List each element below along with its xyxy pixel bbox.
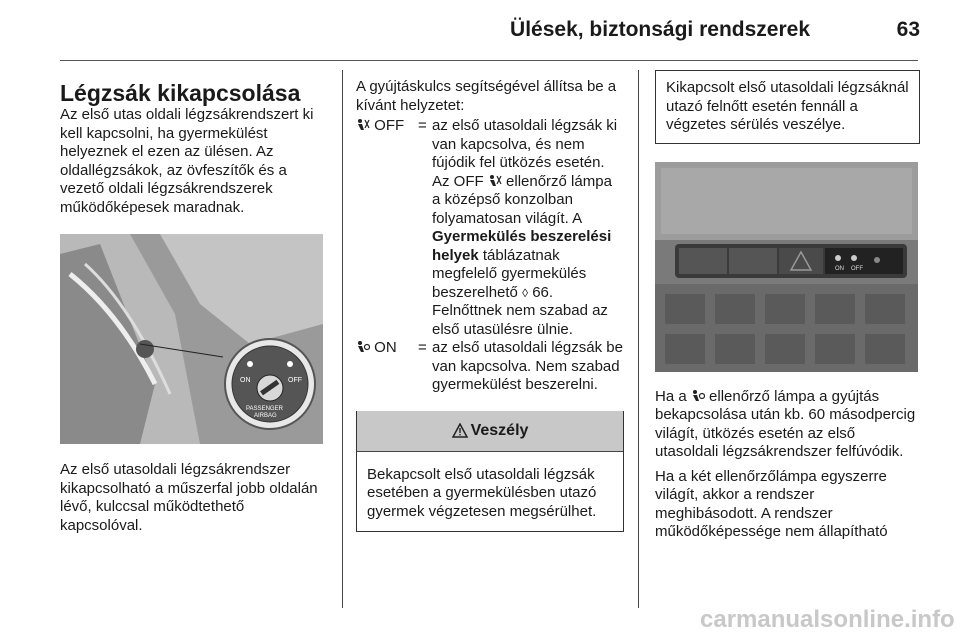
definition-on: ON = az első utasoldali légzsák be van kapcsolva. Nem szabad gyermekülést beszerelni. xyxy=(356,339,624,395)
position-intro: A gyújtáskulcs segítségével állítsa be a kívánt helyzetet: xyxy=(356,78,617,114)
definition-off: OFF = az első utasoldali légzsák ki van kapcsolva, és nem fújódik fel ütközés esetén. Az OFF ellenőrző lámpa a középső konzolban folyamatosan világít. A Gyermekülés beszerelési helyek táblázatnak megfelelő gyermekülés beszerelhető ◊ 66. Felnőttnek nem szabad az első utasülésre ülnie. xyxy=(356,117,624,339)
column-divider xyxy=(638,70,639,608)
airbag-off-icon xyxy=(488,174,502,188)
indicator-paragraph: Ha a ellenőrző lámpa a gyújtás bekapcsolása után kb. 60 másodpercig világít, ütközés esetén az első utasoldali légzsákrendszer felfúvódik. xyxy=(655,387,916,460)
column-divider xyxy=(342,70,343,608)
danger-title: Veszély xyxy=(470,421,529,439)
on-description: az első utasoldali légzsák be van kapcsolva. Nem szabad gyermekülést beszerelni. xyxy=(432,339,623,393)
watermark: carmanualsonline.info xyxy=(700,606,955,633)
airbag-on-icon xyxy=(691,389,705,403)
page-header xyxy=(0,18,920,48)
switch-off-label: OFF xyxy=(288,377,302,384)
column-middle xyxy=(356,70,624,532)
figure-caption: Az első utasoldali légzsákrendszer kikapcsolható a műszerfal jobb oldalán lévő, kulccsal működtethető kapcsolóval. xyxy=(60,461,318,534)
airbag-switch-illustration xyxy=(60,234,323,444)
warning-triangle-icon xyxy=(452,423,468,438)
indicator-on-label: ON xyxy=(835,265,844,272)
airbag-off-icon xyxy=(356,118,370,132)
danger-box xyxy=(356,411,624,533)
airbag-on-icon xyxy=(356,340,370,354)
danger-text: Bekapcsolt első utasoldali légzsák esetében a gyermekülésben utazó gyermek végzetesen megsérülhet. xyxy=(367,465,597,520)
on-term: ON xyxy=(356,339,418,358)
page-ref-icon: ◊ xyxy=(522,285,529,300)
header-rule xyxy=(60,60,918,61)
column-left xyxy=(60,70,325,535)
notice-box: Kikapcsolt első utasoldali légzsáknál utazó felnőtt esetén fennáll a végzetes sérülés veszélye. xyxy=(655,70,920,144)
switch-text-passenger: PASSENGER xyxy=(246,406,283,412)
switch-on-label: ON xyxy=(240,377,251,384)
child-seat-locations-link: Gyermekülés beszerelési helyek xyxy=(432,228,612,264)
intro-paragraph: Az első utas oldali légzsákrendszert ki kell kapcsolni, ha gyermekülést helyeznek el ezen az ülésen. Az oldallégzsákok, az övfeszítők és a vezető oldali légzsákrendszerek működőképesek maradnak. xyxy=(60,106,314,216)
indicator-off-label: OFF xyxy=(851,265,863,272)
off-term: OFF xyxy=(356,117,418,136)
danger-header xyxy=(357,411,623,452)
malfunction-paragraph: Ha a két ellenőrzőlámpa egyszerre világít, akkor a rendszer meghibásodott. A rendszer működőképessége nem állapítható xyxy=(655,467,888,540)
off-description: az első utasoldali légzsák ki van kapcsolva, és nem fújódik fel ütközés esetén. Az OFF ellenőrző lámpa a középső konzolban folyamatosan világít. A Gyermekülés beszerelési helyek táblázatnak megfelelő gyermekülés beszerelhető ◊ 66. Felnőttnek nem szabad az első utasülésre ülnie. xyxy=(432,117,618,338)
page-number: 63 xyxy=(896,18,920,41)
section-heading: Légzsák kikapcsolása xyxy=(60,80,301,106)
console-indicator-photo xyxy=(655,162,918,372)
switch-text-airbag: AIRBAG xyxy=(254,413,277,419)
header-title: Ülések, biztonsági rendszerek xyxy=(510,18,810,41)
column-right xyxy=(655,70,920,542)
